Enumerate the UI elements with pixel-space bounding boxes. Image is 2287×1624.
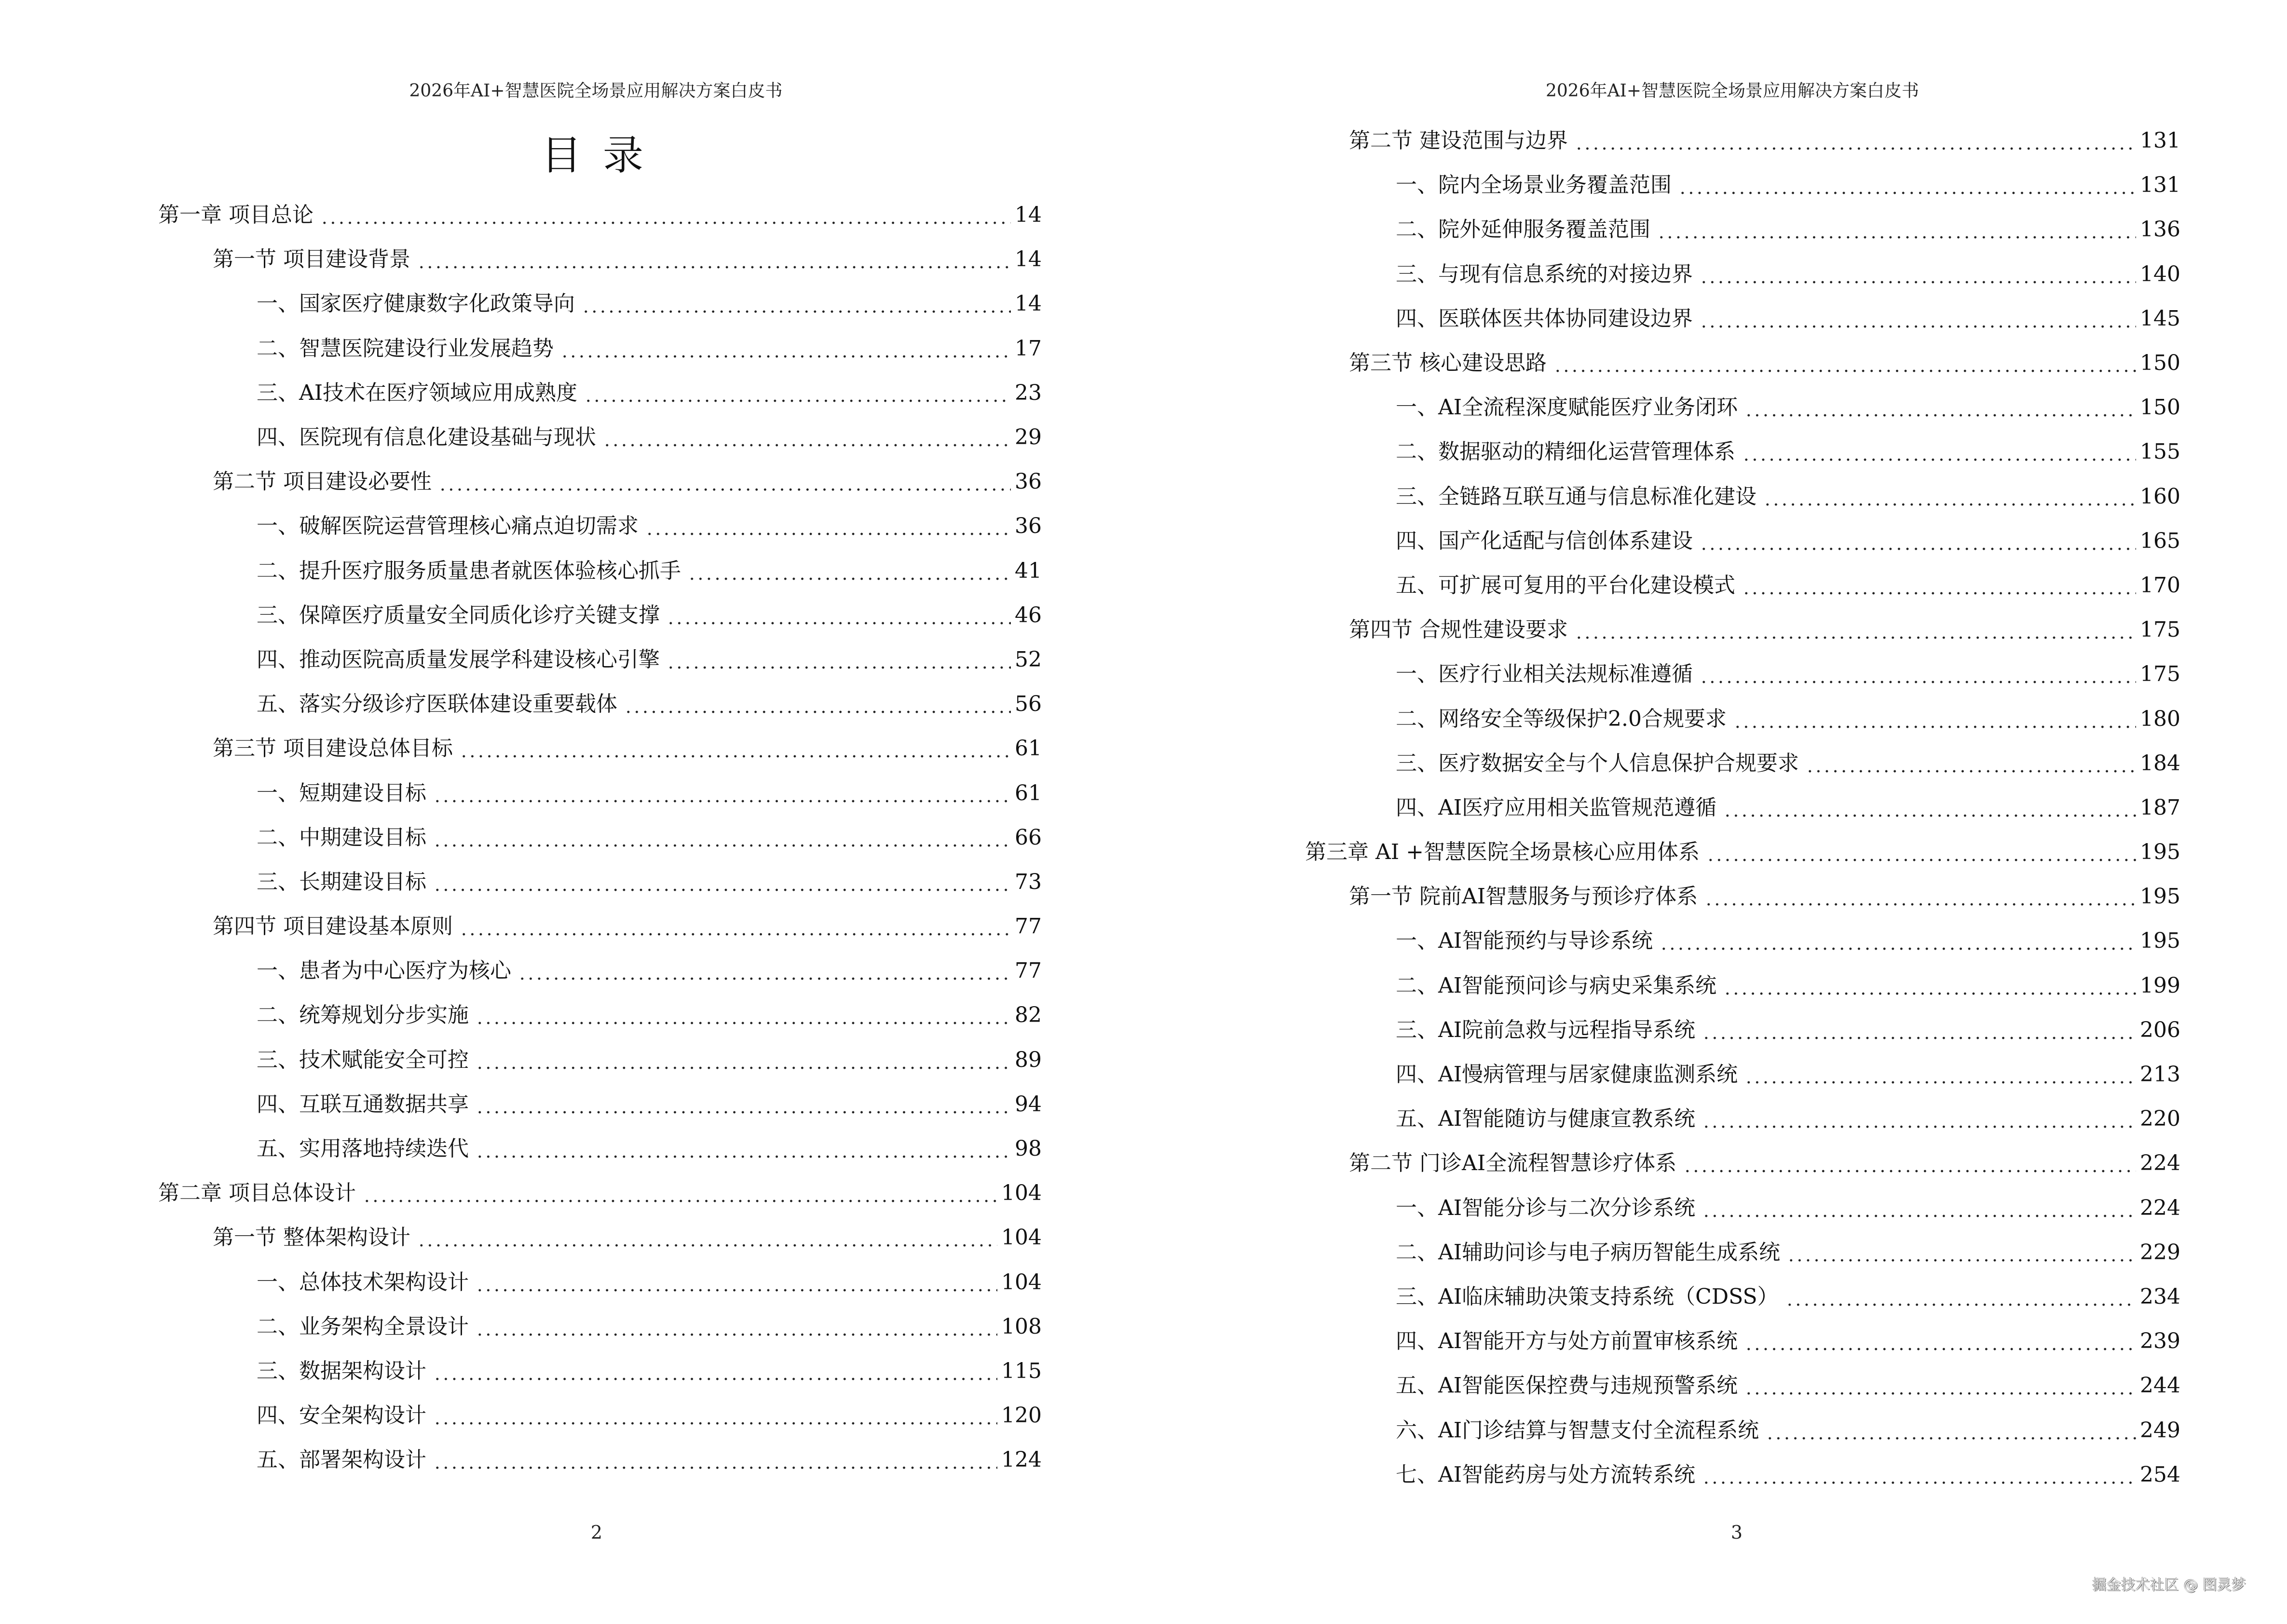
toc-entry-label: 二、AI智能预问诊与病史采集系统 <box>1396 975 1719 996</box>
toc-entry-item[interactable] <box>1144 964 2180 1008</box>
toc-entry-page: 36 <box>1015 469 1042 494</box>
toc-entry-label: 三、AI临床辅助决策支持系统（CDSS） <box>1396 1286 1782 1308</box>
toc-entry-section[interactable] <box>0 460 1042 504</box>
toc-entry-page: 66 <box>1015 825 1042 850</box>
toc-entry-section[interactable] <box>1144 874 2180 919</box>
toc-entry-item[interactable] <box>1144 1408 2180 1452</box>
toc-entry-label: 二、提升医疗服务质量患者就医体验核心抓手 <box>257 560 684 582</box>
toc-entry-label: 二、网络安全等级保护2.0合规要求 <box>1396 709 1729 730</box>
toc-entry-page: 184 <box>2140 751 2180 776</box>
dot-leader <box>1702 1464 2136 1486</box>
toc-entry-label: 第四节 合规性建设要求 <box>1349 619 1571 641</box>
toc-entry-item[interactable] <box>1144 919 2180 963</box>
dot-leader <box>582 293 1011 314</box>
toc-entry-page: 175 <box>2140 617 2180 642</box>
toc-entry-label: 第二章 项目总体设计 <box>158 1183 359 1204</box>
toc-entry-label: 第一章 项目总论 <box>158 205 316 226</box>
toc-entry-page: 254 <box>2140 1462 2180 1487</box>
toc-entry-label: 三、医疗数据安全与个人信息保护合规要求 <box>1396 753 1802 774</box>
dot-leader <box>624 694 1011 715</box>
toc-entry-label: 五、部署架构设计 <box>257 1449 429 1471</box>
toc-entry-page: 229 <box>2140 1240 2180 1265</box>
dot-leader <box>1553 353 2136 374</box>
right-page <box>1144 0 2287 1624</box>
toc-entry-item[interactable] <box>1144 385 2180 430</box>
dot-leader <box>1575 619 2136 641</box>
toc-entry-item[interactable] <box>1144 652 2180 696</box>
toc-entry-label: 三、全链路互联互通与信息标准化建设 <box>1396 486 1759 507</box>
toc-entry-label: 七、AI智能药房与处方流转系统 <box>1396 1464 1698 1486</box>
dot-leader <box>1785 1286 2136 1308</box>
toc-entry-item[interactable] <box>0 949 1042 993</box>
toc-entry-page: 239 <box>2140 1329 2180 1354</box>
toc-entry-page: 104 <box>1001 1269 1042 1295</box>
toc-entry-label: 一、院内全场景业务覆盖范围 <box>1396 175 1674 196</box>
toc-entry-label: 四、医院现有信息化建设基础与现状 <box>257 427 599 448</box>
toc-entry-item[interactable] <box>0 1349 1042 1393</box>
toc-entry-page: 14 <box>1015 247 1042 272</box>
dot-leader <box>667 649 1011 670</box>
dot-leader <box>1700 308 2136 329</box>
toc-entry-section[interactable] <box>0 904 1042 949</box>
toc-entry-item[interactable] <box>1144 1052 2180 1097</box>
toc-entry-label: 三、AI院前急救与远程指导系统 <box>1396 1020 1698 1041</box>
toc-entry-item[interactable] <box>0 816 1042 860</box>
toc-entry-item[interactable] <box>0 682 1042 726</box>
toc-entry-section[interactable] <box>0 1215 1042 1260</box>
toc-entry-label: 三、AI技术在医疗领域应用成熟度 <box>257 382 580 404</box>
toc-entry-label: 四、安全架构设计 <box>257 1405 429 1426</box>
toc-entry-page: 120 <box>1001 1403 1042 1428</box>
dot-leader <box>1700 531 2136 552</box>
toc-entry-page: 145 <box>2140 306 2180 331</box>
dot-leader <box>584 382 1011 404</box>
toc-entry-label: 二、中期建设目标 <box>257 827 429 848</box>
toc-entry-label: 第二节 门诊AI全流程智慧诊疗体系 <box>1349 1153 1679 1174</box>
toc-entry-item[interactable] <box>1144 1186 2180 1230</box>
dot-leader <box>1742 441 2136 463</box>
toc-entry-label: 三、数据架构设计 <box>257 1361 429 1382</box>
toc-entry-page: 104 <box>1001 1225 1042 1250</box>
page-number: 3 <box>1730 1522 1743 1543</box>
toc-entry-label: 一、破解医院运营管理核心痛点迫切需求 <box>257 516 641 537</box>
dot-leader <box>1723 797 2136 819</box>
dot-leader <box>1744 397 2136 418</box>
toc-entry-item[interactable] <box>1144 252 2180 297</box>
toc-entry-page: 180 <box>2140 706 2180 731</box>
toc-entry-item[interactable] <box>1144 786 2180 830</box>
toc-entry-item[interactable] <box>0 1260 1042 1305</box>
toc-entry-section[interactable] <box>1144 608 2180 652</box>
toc-entry-page: 61 <box>1015 736 1042 761</box>
dot-leader <box>1575 130 2136 151</box>
dot-leader <box>1683 1153 2136 1174</box>
toc-entry-label: 三、技术赋能安全可控 <box>257 1050 472 1071</box>
toc-entry-page: 52 <box>1015 647 1042 672</box>
toc-entry-item[interactable] <box>1144 207 2180 252</box>
toc-entry-page: 160 <box>2140 484 2180 509</box>
toc-entry-label: 第一节 院前AI智慧服务与预诊疗体系 <box>1349 886 1701 907</box>
toc-entry-page: 244 <box>2140 1373 2180 1398</box>
running-header: 2026年AI+智慧医院全场景应用解决方案白皮书 <box>409 81 783 101</box>
toc-entry-item[interactable] <box>0 1127 1042 1171</box>
dot-leader <box>433 1405 997 1426</box>
dot-leader <box>476 1316 997 1337</box>
page-number: 2 <box>590 1522 603 1543</box>
toc-entry-item[interactable] <box>0 549 1042 593</box>
dot-leader <box>476 1005 1011 1026</box>
toc-entry-page: 213 <box>2140 1062 2180 1087</box>
toc-entry-label: 一、AI智能预约与导诊系统 <box>1396 930 1656 952</box>
toc-entry-page: 224 <box>2140 1195 2180 1220</box>
toc-entry-label: 第三章 AI +智慧医院全场景核心应用体系 <box>1305 842 1702 863</box>
toc-entry-label: 二、智慧医院建设行业发展趋势 <box>257 338 557 359</box>
toc-list <box>1144 119 2180 1497</box>
toc-entry-label: 六、AI门诊结算与智慧支付全流程系统 <box>1396 1420 1762 1441</box>
toc-entry-page: 94 <box>1015 1092 1042 1117</box>
dot-leader <box>1702 1108 2136 1130</box>
toc-entry-page: 136 <box>2140 217 2180 242</box>
toc-entry-item[interactable] <box>0 860 1042 904</box>
toc-entry-item[interactable] <box>0 504 1042 548</box>
toc-entry-label: 五、落实分级诊疗医联体建设重要载体 <box>257 694 620 715</box>
dot-leader <box>1742 575 2136 596</box>
toc-list <box>0 193 1042 1482</box>
toc-entry-item[interactable] <box>1144 519 2180 563</box>
toc-entry-section[interactable] <box>0 237 1042 282</box>
toc-entry-item[interactable] <box>0 1082 1042 1127</box>
toc-entry-label: 一、AI全流程深度赋能医疗业务闭环 <box>1396 397 1741 418</box>
dot-leader <box>1657 219 2136 240</box>
toc-entry-item[interactable] <box>1144 741 2180 786</box>
toc-entry-page: 17 <box>1015 336 1042 361</box>
toc-entry-page: 23 <box>1015 380 1042 405</box>
dot-leader <box>476 1138 1011 1160</box>
toc-entry-label: 五、实用落地持续迭代 <box>257 1138 472 1160</box>
toc-entry-item[interactable] <box>0 282 1042 326</box>
toc-entry-label: 三、保障医疗质量安全同质化诊疗关键支撑 <box>257 605 663 626</box>
toc-entry-item[interactable] <box>0 327 1042 371</box>
toc-entry-item[interactable] <box>1144 563 2180 608</box>
toc-entry-page: 165 <box>2140 528 2180 553</box>
toc-entry-page: 249 <box>2140 1418 2180 1443</box>
dot-leader <box>1744 1331 2136 1352</box>
toc-entry-page: 195 <box>2140 840 2180 865</box>
toc-entry-page: 199 <box>2140 973 2180 998</box>
toc-entry-item[interactable] <box>1144 696 2180 741</box>
toc-entry-label: 第二节 项目建设必要性 <box>213 471 435 492</box>
toc-entry-page: 104 <box>1001 1181 1042 1206</box>
dot-leader <box>476 1094 1011 1115</box>
toc-entry-item[interactable] <box>0 771 1042 815</box>
toc-entry-section[interactable] <box>1144 341 2180 385</box>
toc-entry-label: 一、总体技术架构设计 <box>257 1272 472 1293</box>
toc-entry-item[interactable] <box>1144 1008 2180 1052</box>
dot-leader <box>320 205 1011 226</box>
toc-entry-page: 61 <box>1015 780 1042 805</box>
toc-entry-page: 175 <box>2140 662 2180 687</box>
toc-entry-item[interactable] <box>0 593 1042 638</box>
dot-leader <box>460 916 1011 937</box>
dot-leader <box>667 605 1011 626</box>
dot-leader <box>433 1361 997 1382</box>
toc-entry-page: 140 <box>2140 261 2180 287</box>
toc-entry-page: 187 <box>2140 795 2180 820</box>
toc-entry-label: 一、短期建设目标 <box>257 783 429 804</box>
toc-entry-label: 第三节 项目建设总体目标 <box>213 738 456 759</box>
toc-entry-item[interactable] <box>0 993 1042 1037</box>
dot-leader <box>518 960 1011 982</box>
toc-entry-label: 四、AI智能开方与处方前置审核系统 <box>1396 1331 1741 1352</box>
dot-leader <box>417 249 1011 270</box>
toc-entry-label: 一、患者为中心医疗为核心 <box>257 960 514 982</box>
toc-entry-label: 第四节 项目建设基本原则 <box>213 916 456 937</box>
toc-entry-label: 五、AI智能医保控费与违规预警系统 <box>1396 1375 1741 1396</box>
toc-entry-item[interactable] <box>0 1438 1042 1482</box>
watermark: 掘金技术社区 @ 图灵梦 <box>2092 1577 2246 1594</box>
dot-leader <box>1787 1242 2136 1263</box>
toc-entry-item[interactable] <box>1144 1097 2180 1141</box>
dot-leader <box>1706 842 2136 863</box>
toc-entry-label: 一、医疗行业相关法规标准遵循 <box>1396 664 1696 685</box>
dot-leader <box>1704 886 2136 907</box>
toc-entry-label: 第一节 项目建设背景 <box>213 249 413 270</box>
toc-entry-label: 第一节 整体架构设计 <box>213 1227 413 1248</box>
toc-entry-label: 二、AI辅助问诊与电子病历智能生成系统 <box>1396 1242 1783 1263</box>
dot-leader <box>560 338 1011 359</box>
toc-entry-label: 二、业务架构全景设计 <box>257 1316 472 1337</box>
dot-leader <box>460 738 1011 759</box>
dot-leader <box>1702 1198 2136 1219</box>
toc-entry-label: 四、国产化适配与信创体系建设 <box>1396 531 1696 552</box>
toc-entry-page: 131 <box>2140 173 2180 198</box>
dot-leader <box>363 1183 997 1204</box>
toc-entry-item[interactable] <box>1144 475 2180 519</box>
dot-leader <box>1744 1375 2136 1396</box>
toc-entry-label: 四、推动医院高质量发展学科建设核心引擎 <box>257 649 663 670</box>
toc-entry-label: 四、互联互通数据共享 <box>257 1094 472 1115</box>
toc-entry-item[interactable] <box>0 371 1042 415</box>
dot-leader <box>603 427 1011 448</box>
toc-entry-page: 195 <box>2140 928 2180 954</box>
toc-entry-item[interactable] <box>1144 1275 2180 1319</box>
toc-entry-label: 二、院外延伸服务覆盖范围 <box>1396 219 1653 240</box>
toc-entry-label: 三、长期建设目标 <box>257 872 429 893</box>
dot-leader <box>433 872 1011 893</box>
toc-entry-item[interactable] <box>1144 1364 2180 1408</box>
toc-entry-page: 77 <box>1015 914 1042 939</box>
toc-entry-item[interactable] <box>0 1305 1042 1349</box>
toc-entry-page: 98 <box>1015 1136 1042 1161</box>
dot-leader <box>1744 1064 2136 1085</box>
toc-entry-section[interactable] <box>1144 1141 2180 1186</box>
dot-leader <box>1763 486 2136 507</box>
toc-entry-page: 29 <box>1015 425 1042 450</box>
toc-entry-label: 四、医联体医共体协同建设边界 <box>1396 308 1696 329</box>
dot-leader <box>1733 709 2136 730</box>
running-header: 2026年AI+智慧医院全场景应用解决方案白皮书 <box>1545 81 1919 101</box>
toc-entry-page: 206 <box>2140 1017 2180 1042</box>
toc-entry-chapter[interactable] <box>0 193 1042 237</box>
dot-leader <box>438 471 1011 492</box>
toc-entry-page: 155 <box>2140 439 2180 464</box>
toc-entry-section[interactable] <box>0 726 1042 771</box>
toc-entry-page: 220 <box>2140 1106 2180 1132</box>
toc-entry-page: 195 <box>2140 884 2180 909</box>
toc-entry-item[interactable] <box>1144 1230 2180 1275</box>
toc-entry-label: 二、统筹规划分步实施 <box>257 1005 472 1026</box>
toc-entry-page: 170 <box>2140 573 2180 598</box>
toc-entry-page: 82 <box>1015 1003 1042 1028</box>
toc-entry-page: 14 <box>1015 203 1042 228</box>
dot-leader <box>1700 264 2136 285</box>
toc-entry-item[interactable] <box>1144 1319 2180 1364</box>
toc-entry-label: 五、可扩展可复用的平台化建设模式 <box>1396 575 1738 596</box>
toc-entry-label: 五、AI智能随访与健康宣教系统 <box>1396 1108 1698 1130</box>
dot-leader <box>476 1272 997 1293</box>
dot-leader <box>1766 1420 2136 1441</box>
dot-leader <box>433 783 1011 804</box>
toc-entry-page: 150 <box>2140 351 2180 376</box>
toc-title: 目录 <box>541 132 665 179</box>
toc-entry-page: 234 <box>2140 1284 2180 1309</box>
toc-entry-page: 77 <box>1015 958 1042 983</box>
toc-entry-page: 46 <box>1015 602 1042 628</box>
toc-entry-label: 三、与现有信息系统的对接边界 <box>1396 264 1696 285</box>
toc-entry-label: 第二节 建设范围与边界 <box>1349 130 1571 151</box>
dot-leader <box>1678 175 2136 196</box>
toc-entry-page: 131 <box>2140 128 2180 153</box>
toc-entry-item[interactable] <box>1144 430 2180 474</box>
toc-entry-label: 二、数据驱动的精细化运营管理体系 <box>1396 441 1738 463</box>
toc-entry-page: 73 <box>1015 869 1042 894</box>
toc-entry-label: 第三节 核心建设思路 <box>1349 353 1550 374</box>
toc-entry-page: 150 <box>2140 395 2180 420</box>
dot-leader <box>476 1050 1011 1071</box>
dot-leader <box>1723 975 2136 996</box>
dot-leader <box>645 516 1011 537</box>
toc-entry-item[interactable] <box>0 1038 1042 1082</box>
toc-entry-label: 一、AI智能分诊与二次分诊系统 <box>1396 1198 1698 1219</box>
dot-leader <box>417 1227 997 1248</box>
dot-leader <box>1702 1020 2136 1041</box>
toc-entry-item[interactable] <box>0 415 1042 460</box>
toc-entry-page: 115 <box>1001 1358 1042 1383</box>
toc-entry-page: 41 <box>1015 558 1042 583</box>
toc-entry-section[interactable] <box>1144 119 2180 163</box>
toc-entry-item[interactable] <box>1144 163 2180 207</box>
dot-leader <box>1700 664 2136 685</box>
dot-leader <box>1806 753 2136 774</box>
toc-entry-page: 36 <box>1015 514 1042 539</box>
toc-entry-page: 224 <box>2140 1151 2180 1176</box>
toc-entry-page: 89 <box>1015 1047 1042 1072</box>
toc-entry-page: 108 <box>1001 1314 1042 1339</box>
toc-entry-label: 一、国家医疗健康数字化政策导向 <box>257 293 578 314</box>
toc-entry-page: 14 <box>1015 291 1042 316</box>
dot-leader <box>1660 930 2136 952</box>
toc-entry-item[interactable] <box>1144 1453 2180 1497</box>
toc-entry-page: 56 <box>1015 692 1042 717</box>
toc-entry-chapter[interactable] <box>1144 830 2180 874</box>
toc-entry-label: 四、AI医疗应用相关监管规范遵循 <box>1396 797 1719 819</box>
toc-entry-chapter[interactable] <box>0 1171 1042 1215</box>
dot-leader <box>433 1449 997 1471</box>
toc-entry-item[interactable] <box>0 1393 1042 1438</box>
dot-leader <box>688 560 1011 582</box>
toc-entry-item[interactable] <box>0 638 1042 682</box>
toc-entry-page: 124 <box>1001 1447 1042 1473</box>
toc-entry-item[interactable] <box>1144 297 2180 341</box>
toc-entry-label: 四、AI慢病管理与居家健康监测系统 <box>1396 1064 1741 1085</box>
dot-leader <box>433 827 1011 848</box>
